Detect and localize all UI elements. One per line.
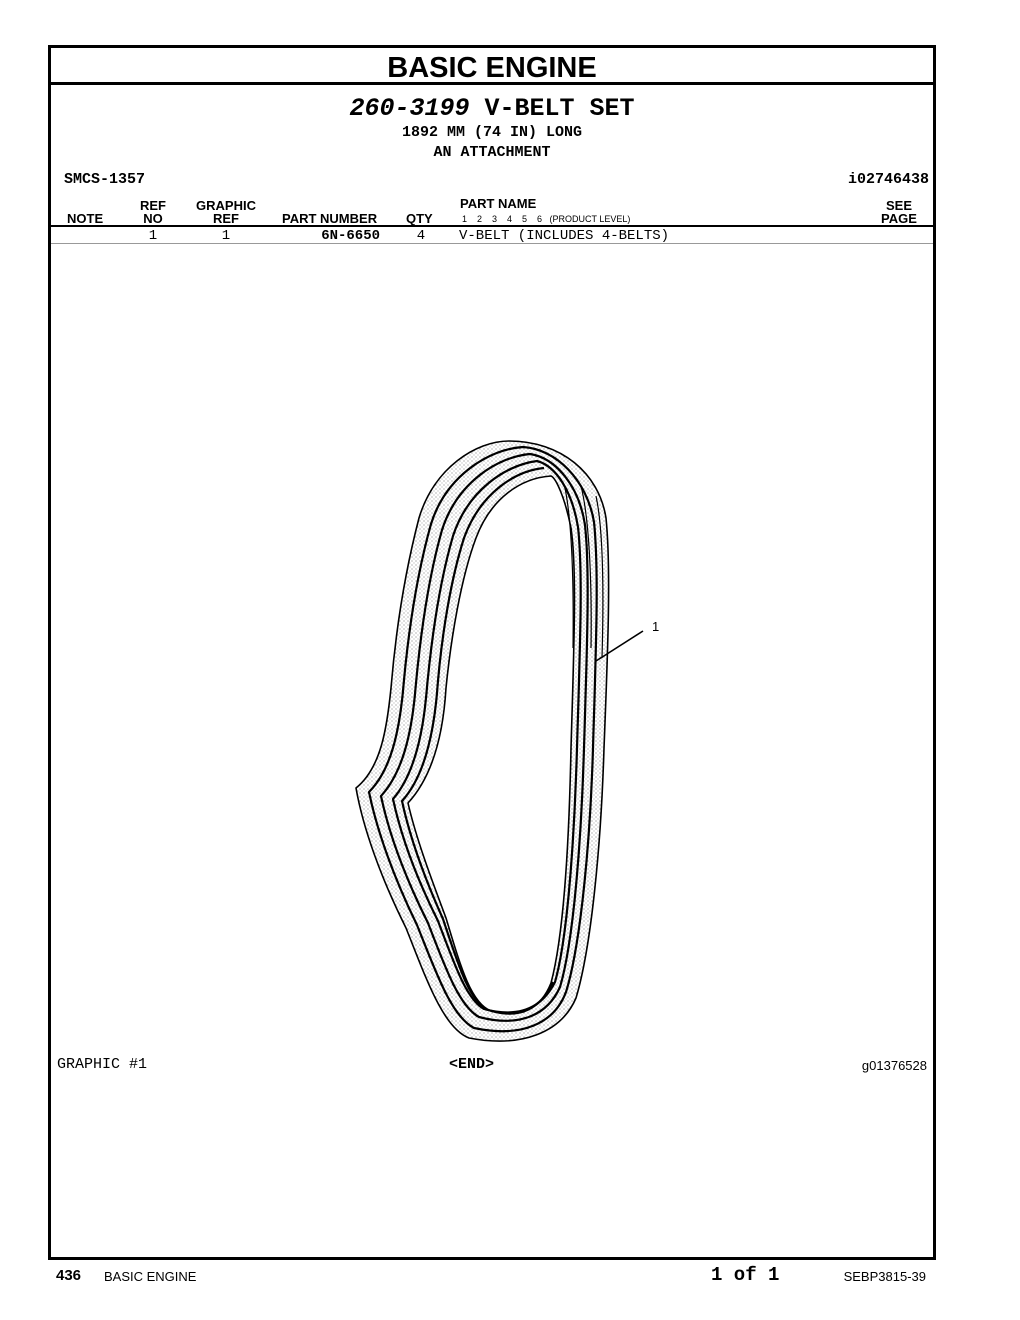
group-part-number: 260-3199 — [349, 94, 470, 123]
page-frame — [48, 45, 936, 1260]
end-marker: <END> — [449, 1056, 495, 1073]
row-part-name: V-BELT (INCLUDES 4-BELTS) — [459, 228, 670, 244]
smcs-code: SMCS-1357 — [64, 171, 146, 188]
row-part-number: 6N-6650 — [321, 228, 380, 244]
col-graphic-ref-bottom: REF — [213, 211, 239, 226]
callout-number: 1 — [652, 619, 660, 634]
group-name: V-BELT SET — [484, 94, 635, 123]
footer-page-of: 1 of 1 — [711, 1264, 780, 1286]
row-ref-no: 1 — [148, 228, 158, 244]
group-subtitle-attachment: AN ATTACHMENT — [433, 144, 551, 161]
col-part-number: PART NUMBER — [282, 211, 378, 226]
footer-section: BASIC ENGINE — [104, 1269, 197, 1284]
document-id: i02746438 — [847, 171, 929, 188]
row-graphic-ref: 1 — [221, 228, 231, 244]
footer-doc-code: SEBP3815-39 — [843, 1269, 926, 1284]
col-product-levels: 1 2 3 4 5 6 (PRODUCT LEVEL) — [462, 214, 631, 224]
graphic-label: GRAPHIC #1 — [57, 1056, 148, 1073]
section-title: BASIC ENGINE — [51, 48, 933, 85]
col-see-page-bottom: PAGE — [881, 211, 917, 226]
footer-page-number: 436 — [56, 1267, 82, 1284]
row-qty: 4 — [416, 228, 426, 244]
v-belt-illustration — [51, 48, 933, 1257]
col-part-name: PART NAME — [460, 196, 537, 211]
graphic-id: g01376528 — [861, 1058, 927, 1073]
col-ref-no-bottom: NO — [143, 211, 163, 226]
col-note: NOTE — [67, 211, 104, 226]
col-graphic-ref-top: GRAPHIC — [196, 198, 256, 213]
col-ref-no-top: REF — [140, 198, 166, 213]
col-see-page-top: SEE — [885, 198, 912, 213]
group-subtitle-length: 1892 MM (74 IN) LONG — [401, 124, 583, 141]
col-qty: QTY — [406, 211, 433, 226]
